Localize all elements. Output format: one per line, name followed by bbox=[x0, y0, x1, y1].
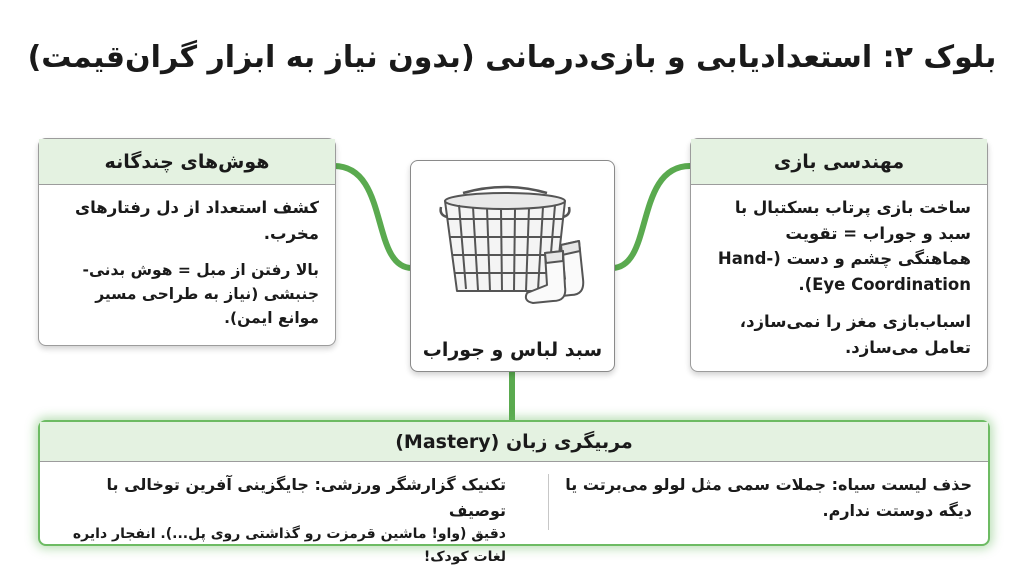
laundry-basket-card bbox=[410, 160, 615, 372]
column-divider bbox=[548, 474, 549, 530]
card-paragraph: کشف استعداد از دل رفتارهای مخرب. bbox=[74, 198, 319, 243]
multiple-intelligences-card bbox=[38, 138, 336, 346]
card-header: مهندسی بازی bbox=[691, 139, 987, 185]
card-paragraph: بالا رفتن از مبل = هوش بدنی-جنبشی (نیاز به طراحی مسیر موانع ایمن). bbox=[82, 261, 319, 328]
card-header: مربیگری زبان (Mastery) bbox=[40, 422, 988, 462]
technique-line: دقیق (واو! ماشین قرمزت رو گذاشتی روی پل...). انفجار دایره لغات کودک! bbox=[72, 526, 506, 565]
technique-line: تکنیک گزارشگر ورزشی: جایگزینی آفرین توخالی با توصیف bbox=[106, 475, 506, 520]
page-title: بلوک ۲: استعدادیابی و بازی‌درمانی (بدون نیاز به ابزار گران‌قیمت) bbox=[27, 40, 997, 75]
center-label: سبد لباس و جوراب bbox=[422, 339, 603, 361]
sportscaster-technique-text bbox=[56, 472, 506, 568]
card-header: هوش‌های چندگانه bbox=[39, 139, 335, 185]
connector-left bbox=[334, 166, 412, 268]
card-paragraph: اسباب‌بازی مغز را نمی‌سازد، تعامل می‌سازد. bbox=[739, 312, 971, 357]
blacklist-text: حذف لیست سیاه: جملات سمی مثل لولو می‌برتت یا دیگه دوستت ندارم. bbox=[565, 475, 972, 520]
language-coaching-card bbox=[38, 420, 990, 565]
card-paragraph: ساخت بازی پرتاب بسکتبال با سبد و جوراب = تقویت هماهنگی چشم و دست (Hand-Eye Coordination). bbox=[717, 198, 971, 294]
laundry-basket-and-socks-icon bbox=[433, 179, 593, 309]
game-engineering-card bbox=[690, 138, 988, 372]
connector-right bbox=[612, 166, 690, 268]
